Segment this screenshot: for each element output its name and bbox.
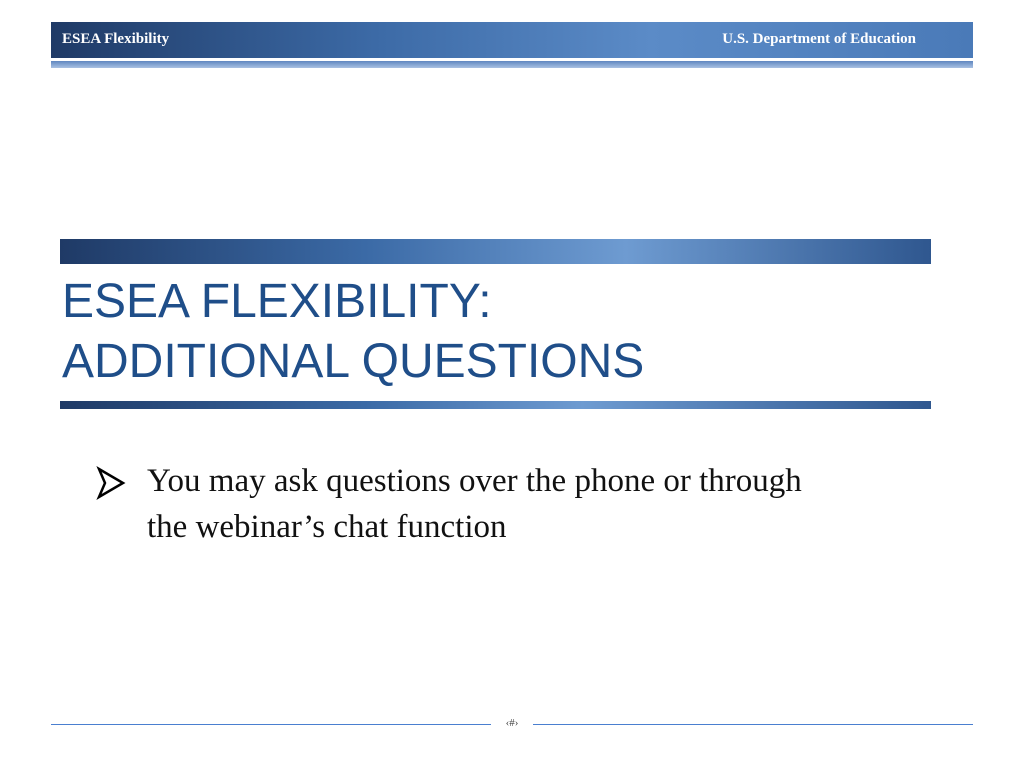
header-band: [51, 22, 973, 58]
page-number: ‹#›: [505, 717, 519, 729]
header-left-text: ESEA Flexibility: [62, 31, 170, 47]
title-top-bar: [60, 239, 931, 264]
arrowhead-bullet-icon: [96, 466, 126, 506]
footer-divider-right: [533, 724, 973, 725]
slide-title-line-2: ADDITIONAL QUESTIONS: [62, 335, 645, 388]
footer-divider-left: [51, 724, 491, 725]
bullet-item: [96, 458, 856, 550]
slide-title: [62, 272, 922, 392]
title-bottom-bar: [60, 401, 931, 409]
slide-title-line-1: ESEA FLEXIBILITY:: [62, 275, 492, 328]
header-underline: [51, 61, 973, 68]
bullet-text: You may ask questions over the phone or through the webinar’s chat function: [147, 463, 802, 545]
header-right-text: U.S. Department of Education: [722, 31, 916, 47]
